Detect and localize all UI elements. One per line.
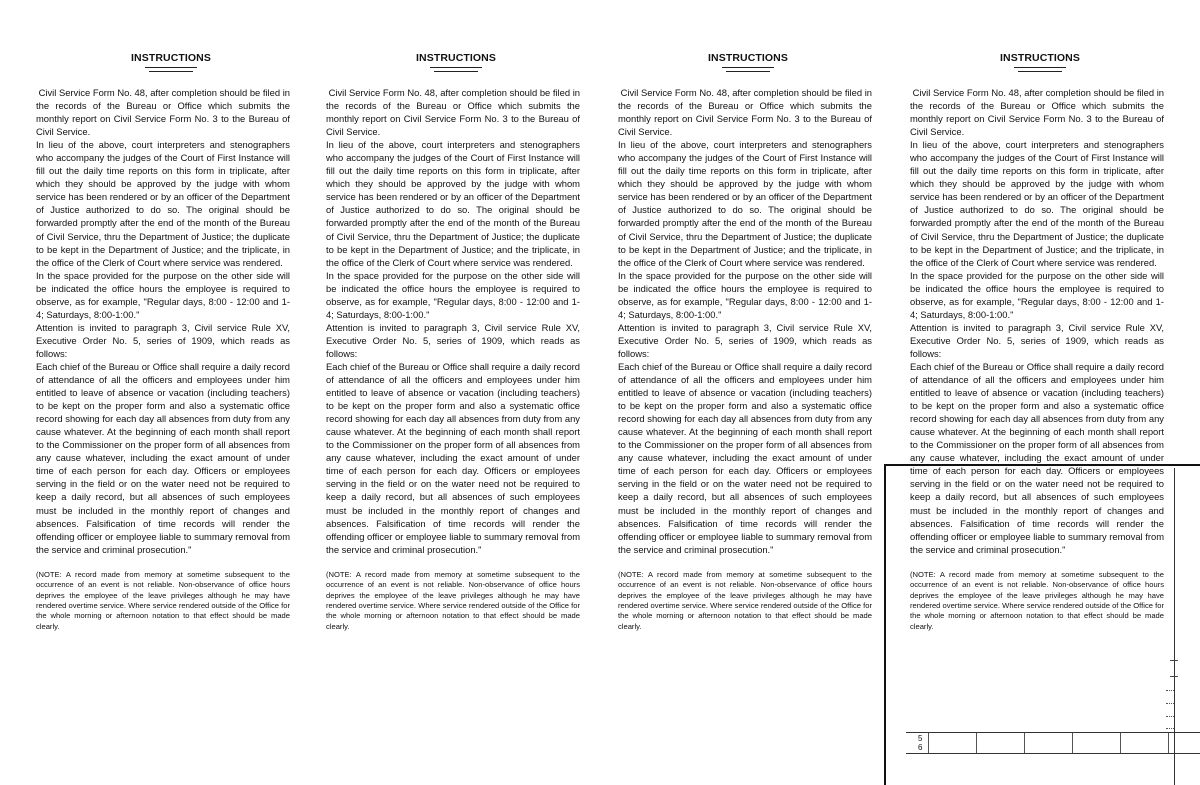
heading-underline xyxy=(430,67,482,68)
paragraph: Attention is invited to paragraph 3, Civil service Rule XV, Executive Order No. 5, series of 1909, which reads as follows: xyxy=(36,321,290,359)
heading-block xyxy=(916,48,1164,72)
heading-underline xyxy=(1018,71,1062,72)
instructions-heading: INSTRUCTIONS xyxy=(1000,52,1080,64)
paragraph: In lieu of the above, court interpreters and stenographers who accompany the judges of the Court of First Instance will fill out the daily time reports on this form in triplicate, after which they should be approved by the judge with whom service has been rendered or by an officer of the Department of Justice authorized to do so. The original should be forwarded promptly after the end of the month of the Bureau of Civil Service, thru the Department of Justice; the duplicate to be kept in the Department of Justice; and the triplicate, in the office of the Clerk of Court where service was rendered. xyxy=(36,139,290,268)
paragraph: In the space provided for the purpose on the other side will be indicated the office hours the employee is required to observe, as for example, "Regular days, 8:00 - 12:00 and 1-4; Saturdays, 8:00-1:00." xyxy=(618,269,872,320)
form-cell-divider xyxy=(1072,733,1073,753)
paragraph: Civil Service Form No. 48, after completion should be filed in the records of the Bureau or Office which submits the monthly report on Civil Service Form No. 3 to the Bureau of Civil Service. xyxy=(326,87,580,138)
form-cell-divider xyxy=(976,733,977,753)
paragraph: In the space provided for the purpose on the other side will be indicated the office hours the employee is required to observe, as for example, "Regular days, 8:00 - 12:00 and 1-4; Saturdays, 8:00-1:00." xyxy=(36,269,290,320)
note-text: (NOTE: A record made from memory at sometime subsequent to the occurrence of an event is not reliable. Non-observance of office hours deprives the employee of the leave privileges although he may have rendered overtime service. Where service rendered outside of the Office for the whole morning or afternoon notation to that effect should be made clearly. xyxy=(910,569,1164,631)
form-cell-divider xyxy=(1024,733,1025,753)
instructions-heading: INSTRUCTIONS xyxy=(416,52,496,64)
note-text: (NOTE: A record made from memory at sometime subsequent to the occurrence of an event is not reliable. Non-observance of office hours deprives the employee of the leave privileges although he may have rendered overtime service. Where service rendered outside of the Office for the whole morning or afternoon notation to that effect should be made clearly. xyxy=(326,569,580,631)
form-dotted-line xyxy=(1166,703,1174,704)
paragraph: Civil Service Form No. 48, after completion should be filed in the records of the Bureau or Office which submits the monthly report on Civil Service Form No. 3 to the Bureau of Civil Service. xyxy=(618,87,872,138)
form-row-number: 6 xyxy=(918,743,923,752)
heading-underline xyxy=(149,71,193,72)
instructions-panel-2 xyxy=(326,48,580,632)
heading-block xyxy=(332,48,580,72)
form-dotted-line xyxy=(1166,716,1174,717)
paragraph: Civil Service Form No. 48, after completion should be filed in the records of the Bureau or Office which submits the monthly report on Civil Service Form No. 3 to the Bureau of Civil Service. xyxy=(910,87,1164,138)
paragraph: Attention is invited to paragraph 3, Civil service Rule XV, Executive Order No. 5, series of 1909, which reads as follows: xyxy=(618,321,872,359)
form-row-number: 5 xyxy=(918,734,923,743)
paragraph: Attention is invited to paragraph 3, Civil service Rule XV, Executive Order No. 5, series of 1909, which reads as follows: xyxy=(326,321,580,359)
instructions-panel-3 xyxy=(618,48,872,632)
instructions-panel-4 xyxy=(910,48,1164,632)
paragraph: Attention is invited to paragraph 3, Civil service Rule XV, Executive Order No. 5, series of 1909, which reads as follows: xyxy=(910,321,1164,359)
paragraph: Each chief of the Bureau or Office shall require a daily record of attendance of all the officers and employees under him entitled to leave of absence or vacation (including teachers) to be kept on the proper form and also a systematic office record showing for each day all absences from duty from any cause whatever. At the beginning of each month shall report to the Commissioner on the proper form of all absences from any cause whatever, including the exact amount of under time of each person for each day. Officers or employees serving in the field or on the water need not be required to keep a daily record, but all absences of such employees must be included in the monthly report of changes and absences. Falsification of time records will render the offending officer or employee liable to summary removal from the service and criminal prosecution." xyxy=(910,360,1164,555)
paragraph: Each chief of the Bureau or Office shall require a daily record of attendance of all the officers and employees under him entitled to leave of absence or vacation (including teachers) to be kept on the proper form and also a systematic office record showing for each day all absences from duty from any cause whatever. At the beginning of each month shall report to the Commissioner on the proper form of all absences from any cause whatever, including the exact amount of under time of each person for each day. Officers or employees serving in the field or on the water need not be required to keep a daily record, but all absences of such employees must be included in the monthly report of changes and absences. Falsification of time records will render the offending officer or employee liable to summary removal from the service and criminal prosecution." xyxy=(326,360,580,555)
form-cell-divider xyxy=(1168,733,1169,753)
instructions-body xyxy=(36,86,290,556)
heading-underline xyxy=(434,71,478,72)
paragraph: In lieu of the above, court interpreters and stenographers who accompany the judges of the Court of First Instance will fill out the daily time reports on this form in triplicate, after which they should be approved by the judge with whom service has been rendered or by an officer of the Department of Justice authorized to do so. The original should be forwarded promptly after the end of the month of the Bureau of Civil Service, thru the Department of Justice; the duplicate to be kept in the Department of Justice; and the triplicate, in the office of the Clerk of Court where service was rendered. xyxy=(326,139,580,268)
heading-block xyxy=(52,48,290,72)
heading-block xyxy=(624,48,872,72)
heading-underline xyxy=(722,67,774,68)
instructions-body xyxy=(618,86,872,556)
form-dotted-line xyxy=(1166,728,1174,729)
form-tick-mark xyxy=(1170,676,1178,677)
paragraph: In the space provided for the purpose on the other side will be indicated the office hours the employee is required to observe, as for example, "Regular days, 8:00 - 12:00 and 1-4; Saturdays, 8:00-1:00." xyxy=(910,269,1164,320)
form-tick-mark xyxy=(1170,660,1178,661)
instructions-body xyxy=(326,86,580,556)
note-text: (NOTE: A record made from memory at sometime subsequent to the occurrence of an event is not reliable. Non-observance of office hours deprives the employee of the leave privileges although he may have rendered overtime service. Where service rendered outside of the Office for the whole morning or afternoon notation to that effect should be made clearly. xyxy=(36,569,290,631)
instructions-panel-1 xyxy=(36,48,290,632)
form-table-row xyxy=(906,732,1200,754)
paragraph: In the space provided for the purpose on the other side will be indicated the office hours the employee is required to observe, as for example, "Regular days, 8:00 - 12:00 and 1-4; Saturdays, 8:00-1:00." xyxy=(326,269,580,320)
note-text: (NOTE: A record made from memory at sometime subsequent to the occurrence of an event is not reliable. Non-observance of office hours deprives the employee of the leave privileges although he may have rendered overtime service. Where service rendered outside of the Office for the whole morning or afternoon notation to that effect should be made clearly. xyxy=(618,569,872,631)
heading-underline xyxy=(726,71,770,72)
paragraph: Civil Service Form No. 48, after completion should be filed in the records of the Bureau or Office which submits the monthly report on Civil Service Form No. 3 to the Bureau of Civil Service. xyxy=(36,87,290,138)
paragraph: Each chief of the Bureau or Office shall require a daily record of attendance of all the officers and employees under him entitled to leave of absence or vacation (including teachers) to be kept on the proper form and also a systematic office record showing for each day all absences from duty from any cause whatever. At the beginning of each month shall report to the Commissioner on the proper form of all absences from any cause whatever, including the exact amount of under time of each person for each day. Officers or employees serving in the field or on the water need not be required to keep a daily record, but all absences of such employees must be included in the monthly report of changes and absences. Falsification of time records will render the offending officer or employee liable to summary removal from the service and criminal prosecution." xyxy=(618,360,872,555)
form-cell-divider xyxy=(1120,733,1121,753)
instructions-heading: INSTRUCTIONS xyxy=(131,52,211,64)
instructions-body xyxy=(910,86,1164,556)
paragraph: In lieu of the above, court interpreters and stenographers who accompany the judges of the Court of First Instance will fill out the daily time reports on this form in triplicate, after which they should be approved by the judge with whom service has been rendered or by an officer of the Department of Justice authorized to do so. The original should be forwarded promptly after the end of the month of the Bureau of Civil Service, thru the Department of Justice; the duplicate to be kept in the Department of Justice; and the triplicate, in the office of the Clerk of Court where service was rendered. xyxy=(618,139,872,268)
instructions-heading: INSTRUCTIONS xyxy=(708,52,788,64)
form-dotted-line xyxy=(1166,690,1174,691)
paragraph: In lieu of the above, court interpreters and stenographers who accompany the judges of the Court of First Instance will fill out the daily time reports on this form in triplicate, after which they should be approved by the judge with whom service has been rendered or by an officer of the Department of Justice authorized to do so. The original should be forwarded promptly after the end of the month of the Bureau of Civil Service, thru the Department of Justice; the duplicate to be kept in the Department of Justice; and the triplicate, in the office of the Clerk of Court where service was rendered. xyxy=(910,139,1164,268)
paragraph: Each chief of the Bureau or Office shall require a daily record of attendance of all the officers and employees under him entitled to leave of absence or vacation (including teachers) to be kept on the proper form and also a systematic office record showing for each day all absences from duty from any cause whatever. At the beginning of each month shall report to the Commissioner on the proper form of all absences from any cause whatever, including the exact amount of under time of each person for each day. Officers or employees serving in the field or on the water need not be required to keep a daily record, but all absences of such employees must be included in the monthly report of changes and absences. Falsification of time records will render the offending officer or employee liable to summary removal from the service and criminal prosecution." xyxy=(36,360,290,555)
heading-underline xyxy=(145,67,197,68)
heading-underline xyxy=(1014,67,1066,68)
form-cell-divider xyxy=(928,733,929,753)
